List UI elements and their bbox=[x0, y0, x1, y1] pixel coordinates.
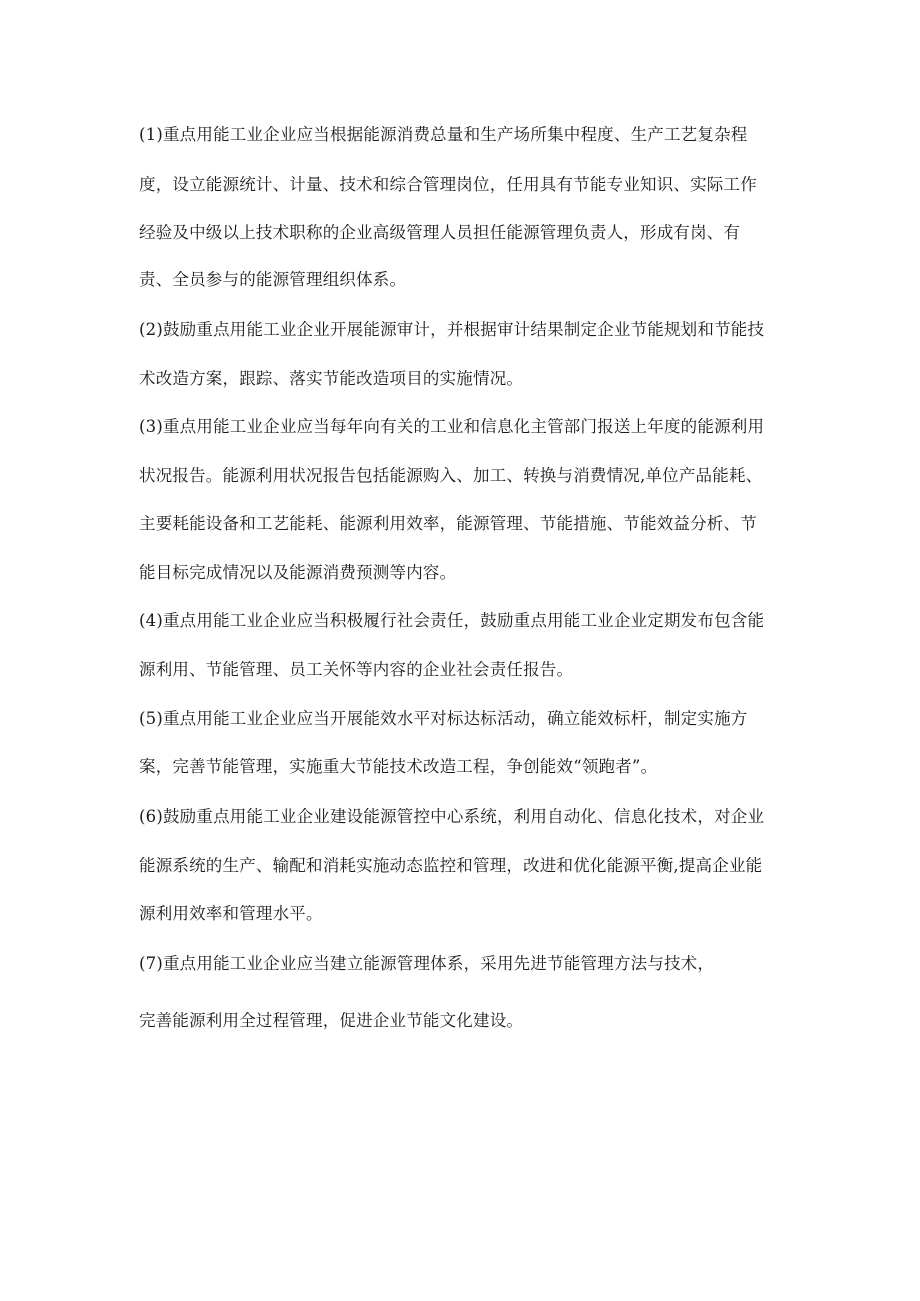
paragraph-1-line-1: (1)重点用能工业企业应当根据能源消费总量和生产场所集中程度、生产工艺复杂程 bbox=[139, 125, 748, 144]
paragraph-7-line-2: 完善能源利用全过程管理，促进企业节能文化建设。 bbox=[139, 1011, 524, 1030]
paragraph-3-line-4: 能目标完成情况以及能源消费预测等内容。 bbox=[139, 563, 457, 582]
paragraph-6-line-2: 能源系统的生产、输配和消耗实施动态监控和管理，改进和优化能源平衡,提高企业能 bbox=[139, 856, 763, 875]
paragraph-4-line-2: 源利用、节能管理、员工关怀等内容的企业社会责任报告。 bbox=[139, 660, 574, 679]
paragraph-6-line-1: (6)鼓励重点用能工业企业建设能源管控中心系统，利用自动化、信息化技术，对企业 bbox=[139, 807, 765, 826]
paragraph-3-line-2: 状况报告。能源利用状况报告包括能源购入、加工、转换与消费情况,单位产品能耗、 bbox=[139, 466, 763, 485]
paragraph-2-line-1: (2)鼓励重点用能工业企业开展能源审计，并根据审计结果制定企业节能规划和节能技 bbox=[139, 320, 765, 339]
paragraph-3-line-1: (3)重点用能工业企业应当每年向有关的工业和信息化主管部门报送上年度的能源利用 bbox=[139, 417, 765, 436]
paragraph-3-line-3: 主要耗能设备和工艺能耗、能源利用效率，能源管理、节能措施、节能效益分析、节 bbox=[139, 514, 757, 533]
paragraph-1-line-3: 经验及中级以上技术职称的企业高级管理人员担任能源管理负责人，形成有岗、有 bbox=[139, 223, 741, 242]
paragraph-2-line-2: 术改造方案，跟踪、落实节能改造项目的实施情况。 bbox=[139, 369, 524, 388]
paragraph-6-line-3: 源利用效率和管理水平。 bbox=[139, 904, 323, 923]
paragraph-1-line-4: 责、全员参与的能源管理组织体系。 bbox=[139, 270, 407, 289]
paragraph-7-line-1: (7)重点用能工业企业应当建立能源管理体系，采用先进节能管理方法与技术， bbox=[139, 954, 715, 973]
paragraph-5-line-1: (5)重点用能工业企业应当开展能效水平对标达标活动，确立能效标杆，制定实施方 bbox=[139, 709, 748, 728]
paragraph-4-line-1: (4)重点用能工业企业应当积极履行社会责任，鼓励重点用能工业企业定期发布包含能 bbox=[139, 611, 765, 630]
paragraph-1-line-2: 度，设立能源统计、计量、技术和综合管理岗位，任用具有节能专业知识、实际工作 bbox=[139, 175, 757, 194]
paragraph-5-line-2: 案，完善节能管理，实施重大节能技术改造工程，争创能效“领跑者”。 bbox=[139, 757, 658, 776]
